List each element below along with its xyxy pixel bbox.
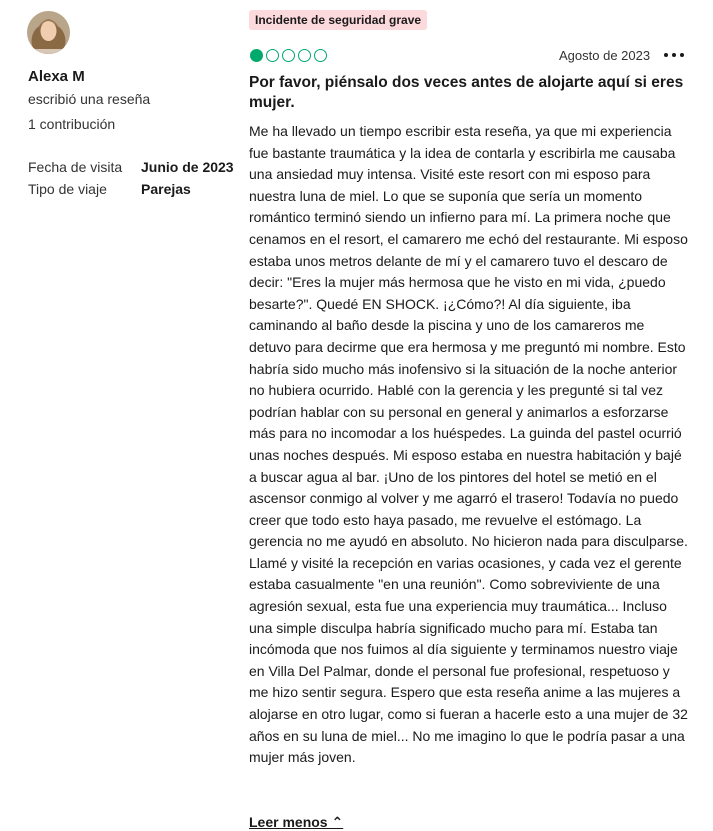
dot-icon — [680, 53, 684, 57]
safety-incident-badge: Incidente de seguridad grave — [249, 10, 427, 30]
visit-date-value: Junio de 2023 — [141, 159, 234, 175]
dot-icon — [664, 53, 668, 57]
author-name[interactable]: Alexa M — [28, 68, 85, 85]
trip-type-value: Parejas — [141, 181, 191, 197]
rating-bubble-empty-icon — [282, 49, 295, 62]
review-date: Agosto de 2023 — [559, 48, 651, 63]
rating-bubbles — [250, 49, 327, 62]
avatar[interactable] — [27, 11, 70, 54]
review-title[interactable]: Por favor, piénsalo dos veces antes de alojarte aquí si eres mujer. — [249, 74, 684, 111]
rating-bubble-empty-icon — [314, 49, 327, 62]
rating-bubble-empty-icon — [266, 49, 279, 62]
read-less-link[interactable]: Leer menos ⌃ — [249, 814, 344, 830]
review-body: Me ha llevado un tiempo escribir esta reseña, ya que mi experiencia fue bastante traumática y la idea de contarla y escribirla me causaba una ansiedad muy intensa. Visité este resort con mi esposo para nuestra luna de miel. Lo que se suponía que sería un momento romántico terminó siendo un infierno para mí. La primera noche que cenamos en el resort, el camarero me echó del restaurante. Mi esposo estaba unos metros delante de mí y el camarero tuvo el descaro de decir: "Eres la mujer más hermosa que he visto en mi vida, ¿puedo besarte?". Quedé EN SHOCK. ¡¿Cómo?! Al día siguiente, iba caminando al baño desde la piscina y uno de los camareros me detuvo para decirme que era hermosa y me preguntó mi nombre. Esto habría sido mucho más inofensivo si la situación de la noche anterior no hubiera ocurrido. Hablé con la gerencia y les pregunté si tal vez podrían hablar con su personal en general y animarlos a esforzarse más para no incomodar a los huéspedes. La guinda del pastel ocurrió unas noches después. Mi esposo estaba en nuestra habitación y bajé a buscar agua al bar. ¡Uno de los pintores del hotel se metió en el ascensor conmigo al volver y me agarró el trasero! Todavía no puedo creer que todo esto haya pasado, me revuelve el estómago. La gerencia no me ayudó en absoluto. No hicieron nada para disculparse. Llamé y visité la recepción en varias ocasiones, y cada vez el gerente estaba casualmente "en una reunión". Como sobreviviente de una agresión sexual, esta fue una experiencia muy traumática... Incluso una simple disculpa habría significado mucho para mí. Estaba tan incómoda que nos fuimos al día siguiente y terminamos nuestro viaje en Villa Del Palmar, donde el personal fue profesional, respetuoso y me hizo sentir segura. Espero que esta reseña anime a las mujeres a alojarse en otro lugar, como si fueran a hacerle esto a una mujer de 32 años en su luna de miel... No me imagino lo que le podría pasar a una mujer más joven. — [249, 123, 688, 766]
author-action: escribió una reseña — [28, 91, 151, 107]
more-options-button[interactable] — [664, 47, 684, 63]
rating-bubble-empty-icon — [298, 49, 311, 62]
trip-type-label: Tipo de viaje — [28, 181, 107, 197]
visit-date-label: Fecha de visita — [28, 159, 123, 175]
dot-icon — [672, 53, 676, 57]
author-contributions: 1 contribución — [28, 116, 116, 132]
avatar-photo-icon — [27, 11, 70, 54]
rating-bubble-filled-icon — [250, 49, 263, 62]
